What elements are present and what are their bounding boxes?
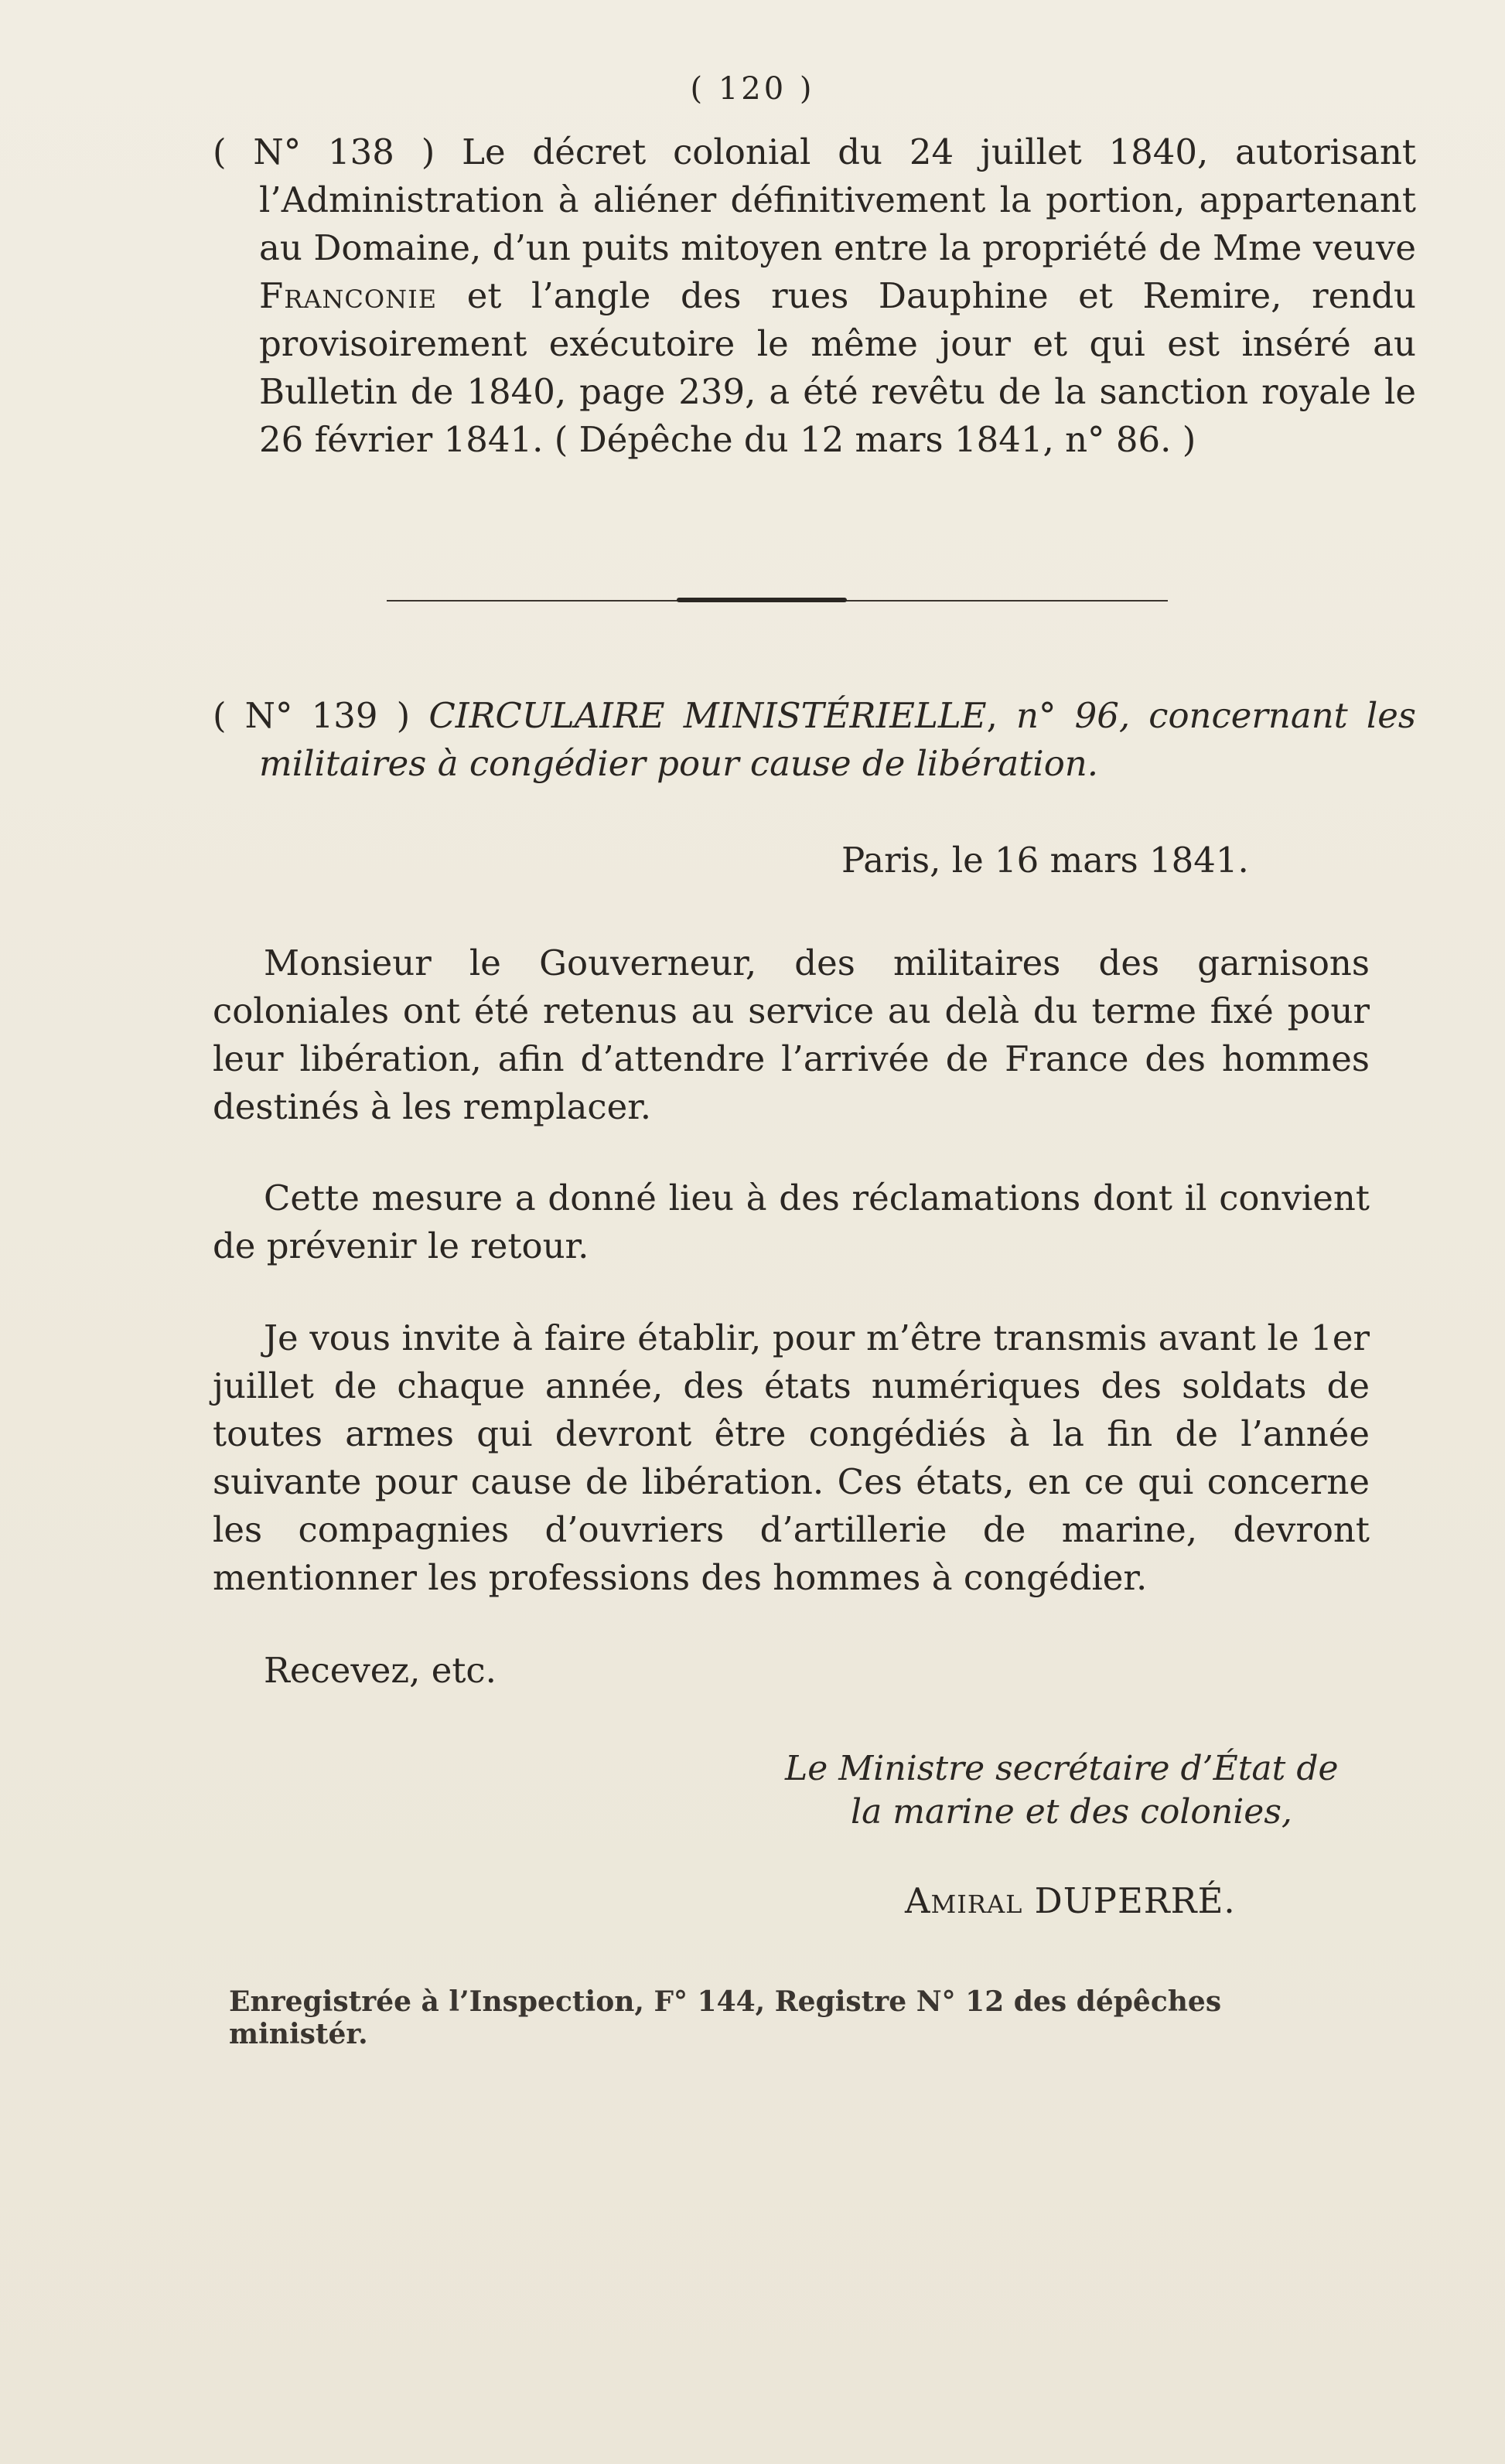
entry-138-name: Franconie: [259, 275, 438, 316]
page-number: ( 120 ): [690, 71, 815, 107]
entry-138: [213, 128, 1416, 464]
entry-139-number-ref: n° 96,: [1016, 695, 1131, 736]
registration-footer: Enregistrée à l’Inspection, F° 144, Registre N° 12 des dépêches ministér.: [229, 1985, 1222, 2050]
paragraph-3: Je vous invite à faire établir, pour m’être transmis avant le 1er juillet de chaque année, des états numériques des soldats de toutes armes qui devront être congédiés à la fin de l’année suivante pour cause de libération. Ces états, en ce qui concerne les compagnies d’ouvriers d’artillerie de marine, devront mentionner les professions des hommes à congédier.: [213, 1317, 1370, 1598]
entry-139-separator: ,: [986, 695, 998, 736]
signature-rank: Amiral: [905, 1880, 1023, 1921]
paragraph-1: Monsieur le Gouverneur, des militaires des garnisons coloniales ont été retenus au service au delà du terme fixé pour leur libération, afin d’attendre l’arrivée de France des hommes destinés à les remplacer.: [213, 942, 1370, 1127]
section-divider: [387, 600, 1168, 602]
date-line: Paris, le 16 mars 1841.: [841, 840, 1249, 881]
entry-139-title: CIRCULAIRE MINISTÉRIELLE: [428, 695, 987, 736]
signature-name: [905, 1880, 1236, 1921]
signature-line-2: la marine et des colonies,: [851, 1792, 1292, 1832]
paragraph-2: Cette mesure a donné lieu à des réclamations dont il convient de prévenir le retour.: [213, 1177, 1370, 1266]
entry-139-number: ( N° 139 ): [213, 695, 411, 736]
entry-138-text-continued: et l’angle des rues Dauphine et Remire, rendu provisoirement exécutoire le même jour et qui est inséré au Bulletin de 1840, page 239, a été revêtu de la sanction royale le 26 février 1841. ( Dépêche du 12 mars 1841, n° 86. ): [259, 275, 1416, 460]
paragraph-4: Recevez, etc.: [264, 1650, 497, 1691]
signature-line-1: Le Ministre secrétaire d’État de: [785, 1749, 1339, 1788]
entry-138-text: Le décret colonial du 24 juillet 1840, autorisant l’Administration à aliéner définitivement la portion, appartenant au Domaine, d’un puits mitoyen entre la propriété de Mme veuve: [259, 131, 1417, 268]
entry-139-subject: concernant les militaires à congédier pour cause de libération.: [259, 695, 1416, 784]
signature-surname: DUPERRÉ.: [1034, 1880, 1236, 1921]
entry-139: [213, 692, 1416, 788]
entry-138-number: ( N° 138 ): [213, 131, 435, 172]
